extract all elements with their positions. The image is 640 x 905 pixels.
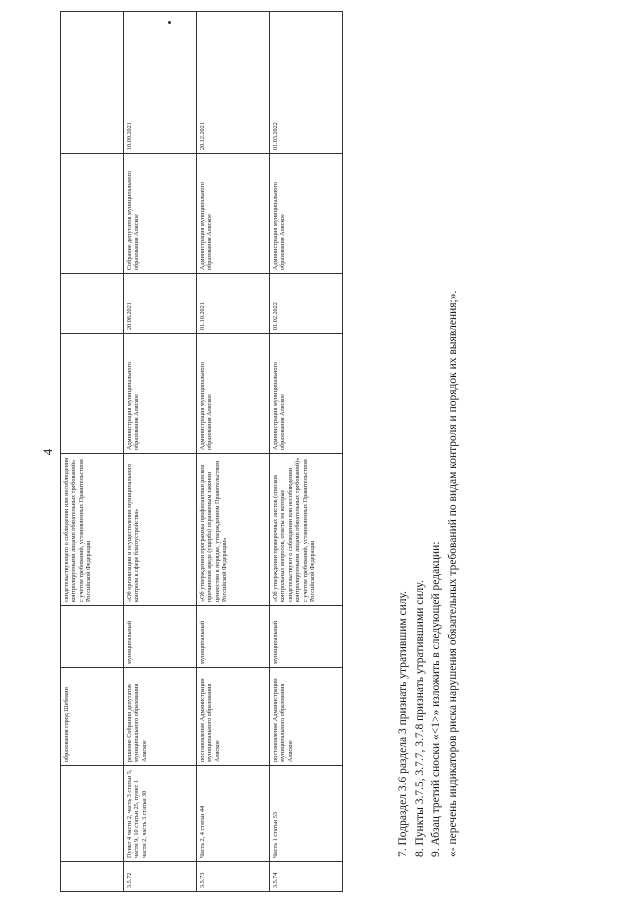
table-cell: 20.12.2021: [197, 12, 270, 154]
table-row: [270, 12, 343, 892]
page-number: 4: [40, 448, 55, 456]
table-cell: 3.5.72: [124, 862, 197, 892]
table-cell: постановление Администрации муниципального образования Аляское: [270, 668, 343, 766]
table-cell: муниципальный: [270, 606, 343, 668]
table-cell: «Об организации и осуществлении муниципального контроля в сфере благоустройства»: [124, 454, 197, 606]
note-item: «- перечень индикаторов риска нарушения обязательных требований по видам контроля и порядок их выявления;».: [446, 290, 459, 857]
table-cell: «Об утверждении программы профилактики рисков причинения вреда (ущерба) охраняемым законом ценностям в порядке, утвержденном Правительством Российской Федерации»: [197, 454, 270, 606]
table-cell: 20.08.2021: [124, 274, 197, 334]
table-cell: [61, 766, 124, 862]
table-cell: «Об утверждении проверочных листов (списков контрольных вопросов, ответы на которые свидетельствуют о соблюдении или несоблюдении контролируемыми лицами обязательных требований)» с учетом требований, установленных Правительством Российской Федерации: [270, 454, 343, 606]
table-cell: муниципальный: [124, 606, 197, 668]
table-cell: [61, 12, 124, 154]
amendment-notes: [395, 17, 461, 857]
table-cell: Администрация муниципального образования Аляское: [270, 154, 343, 274]
table-cell: Администрация муниципального образования Аляское: [270, 334, 343, 454]
table-cell: [61, 862, 124, 892]
table-cell: [61, 334, 124, 454]
table-cell: Администрация муниципального образования Аляское: [197, 334, 270, 454]
table-cell: муниципальный: [197, 606, 270, 668]
table-cell: 01.03.2022: [270, 12, 343, 154]
table-cell: 01.02.2022: [270, 274, 343, 334]
note-item: 9. Абзац третий сноски «<1>» изложить в следующей редакции:: [430, 541, 442, 857]
table-cell: [61, 606, 124, 668]
scan-dot: [168, 21, 171, 24]
regulation-table: [60, 11, 343, 892]
table-cell: Собрание депутатов муниципального образования Аляское: [124, 154, 197, 274]
table-cell: 3.5.74: [270, 862, 343, 892]
table-cell: свидетельствующего о соблюдении или несоблюдении контролируемыми лицами обязательных требований» с учетом требований, установленных Правительством Российской Федерации: [61, 454, 124, 606]
table-cell: 3.5.73: [197, 862, 270, 892]
table-cell: Пункт 4 части 2, часть 3 статьи 5, части 9, 10 статьи 25, пункт 1 части 2, часть 3 статьи 30: [124, 766, 197, 862]
table-cell: образования город Шебекин: [61, 668, 124, 766]
table-cell: решение Собрания депутатов муниципального образования Аляское: [124, 668, 197, 766]
rotated-page-content: [40, 12, 600, 892]
table-cell: 01.10.2021: [197, 274, 270, 334]
note-item: 8. Пункты 3.7.5, 3.7.7, 3.7.8 признать утратившими силу.: [413, 580, 426, 857]
table-row: [197, 12, 270, 892]
table-row: [124, 12, 197, 892]
table-cell: [61, 154, 124, 274]
table-cell: постановление Администрации муниципального образования Аляское: [197, 668, 270, 766]
table-cell: Часть 2, 4 статьи 44: [197, 766, 270, 862]
table-cell: [61, 274, 124, 334]
table-cell: Администрация муниципального образования Аляское: [124, 334, 197, 454]
table-cell: Администрация муниципального образования Аляское: [197, 154, 270, 274]
table-cell: Часть 1 статьи 53: [270, 766, 343, 862]
table-row: [61, 12, 124, 892]
table-cell: 10.09.2021: [124, 12, 197, 154]
note-item: 7. Подраздел 3.6 раздела 3 признать утратившим силу.: [397, 591, 409, 857]
